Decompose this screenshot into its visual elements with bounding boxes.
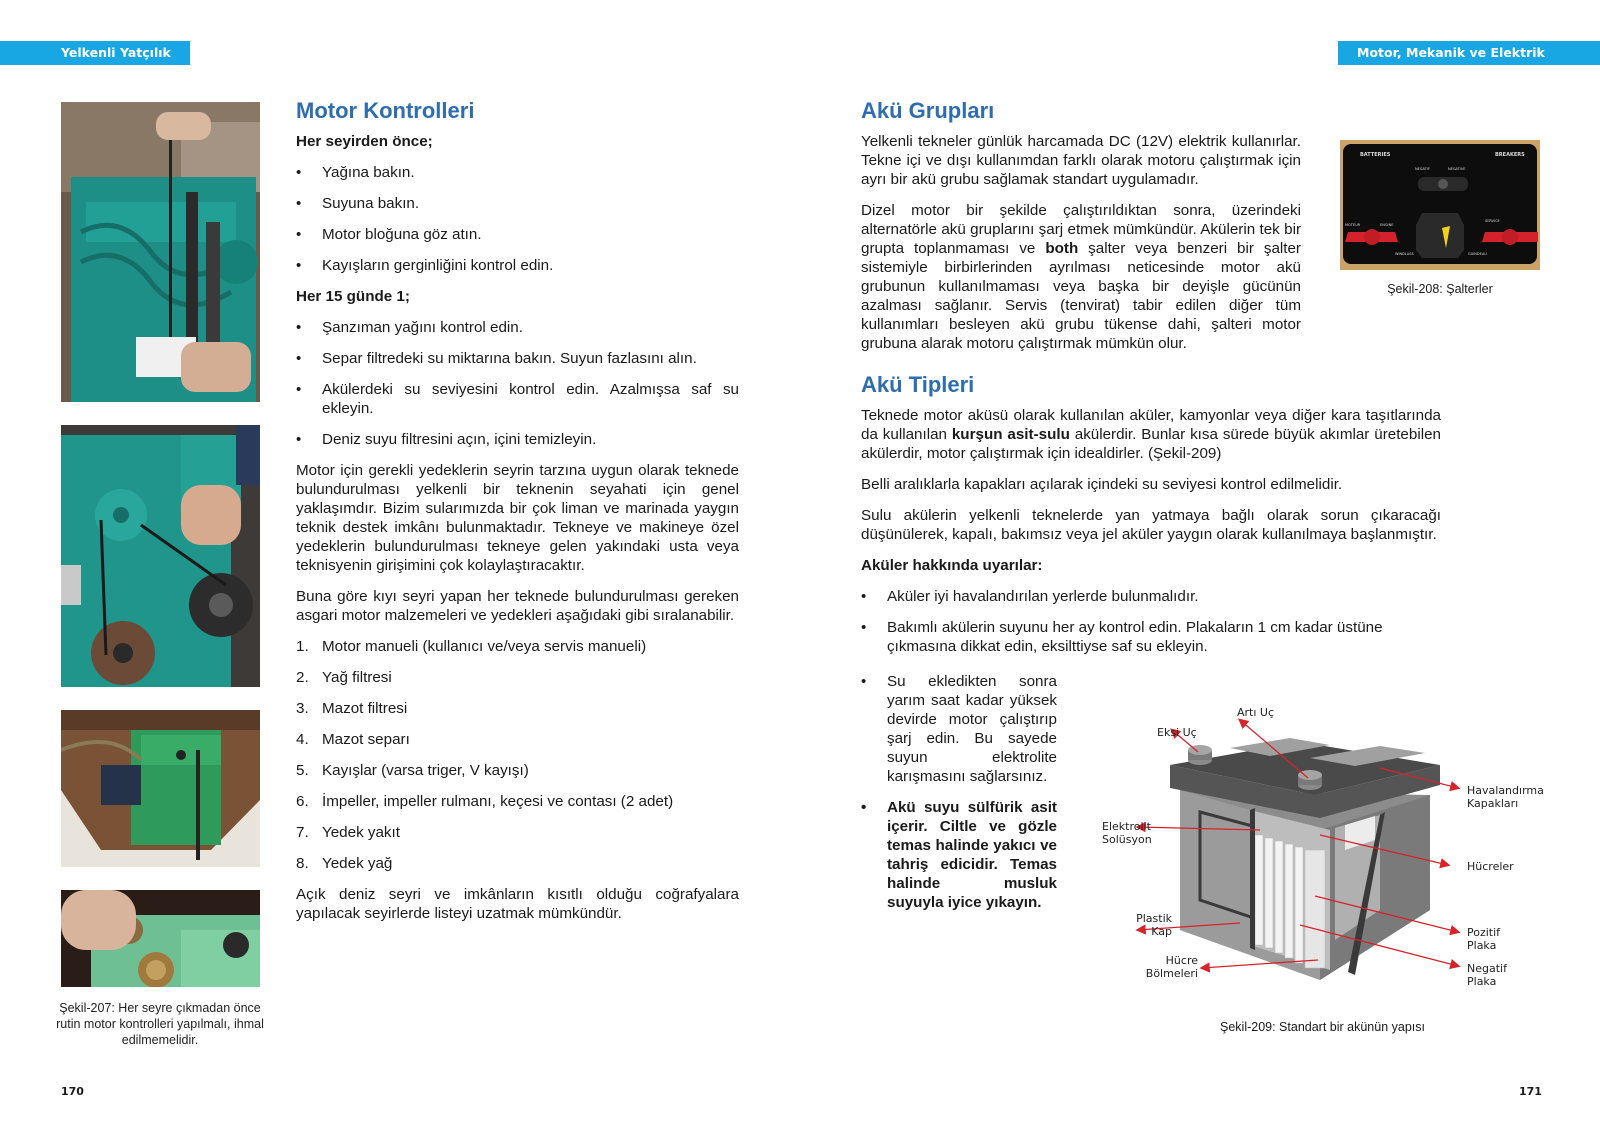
switch-label: WINDLASS bbox=[1395, 252, 1414, 256]
spares-list bbox=[296, 637, 739, 873]
list-item bbox=[296, 699, 739, 718]
item-number: 4. bbox=[296, 731, 309, 748]
item-number: 7. bbox=[296, 824, 309, 841]
label-negative-plate bbox=[1467, 962, 1507, 988]
item-text: Kayışlar (varsa triger, V kayışı) bbox=[322, 762, 529, 779]
engine-dipstick-photo bbox=[61, 102, 260, 402]
label-line: Elektrolit bbox=[1102, 820, 1151, 833]
list-item: • Separ filtredeki su miktarına bakın. Suyun fazlasını alın. bbox=[296, 349, 739, 368]
label-cells: Hücreler bbox=[1467, 860, 1514, 873]
text-run: akülerdir. Bunlar kısa sürede büyük akımlar üretebilen akülerdir, motor çalıştırmak için idealdirler. (Şekil-209) bbox=[861, 426, 1441, 462]
page-number-left: 170 bbox=[61, 1085, 84, 1098]
label-positive-plate bbox=[1467, 926, 1500, 952]
figure-207-caption: Şekil-207: Her seyre çıkmadan önce rutin motor kontrolleri yapılmalı, ihmal edilmemelidir. bbox=[56, 1001, 264, 1047]
list-item bbox=[296, 823, 739, 842]
paragraph: Belli aralıklarla kapakları açılarak içindeki su seviyesi kontrol edilmelidir. bbox=[861, 476, 1343, 493]
switch-label: ENGINE bbox=[1380, 223, 1394, 227]
item-text: İmpeller, impeller rulmanı, keçesi ve contası (2 adet) bbox=[322, 793, 674, 810]
label-cell-dividers bbox=[1136, 954, 1198, 980]
engine-belt-photo bbox=[61, 425, 260, 687]
switch-label: BATTERIES bbox=[1360, 152, 1391, 158]
label-line: Kapakları bbox=[1467, 797, 1519, 810]
subheading-before-each: Her seyirden önce; bbox=[296, 133, 433, 150]
switch-label: BREAKERS bbox=[1495, 152, 1525, 158]
label-line: Negatif bbox=[1467, 962, 1507, 975]
switch-label: NEGATIVE bbox=[1448, 167, 1466, 171]
label-line: Plaka bbox=[1467, 939, 1497, 952]
item-number: 5. bbox=[296, 762, 309, 779]
list-item bbox=[296, 668, 739, 687]
list-item: • Suyuna bakın. bbox=[296, 194, 739, 213]
battery-groups-section bbox=[861, 98, 1301, 365]
label-line: Plaka bbox=[1467, 975, 1497, 988]
bold-term: both bbox=[1045, 240, 1079, 257]
page-number-right: 171 bbox=[1519, 1085, 1542, 1098]
label-line: Havalandırma bbox=[1467, 784, 1544, 797]
item-number: 6. bbox=[296, 793, 309, 810]
warnings-list bbox=[861, 587, 1441, 656]
text-run: Dizel motor bir şekilde çalıştırıldıktan sonra, üzerindeki alternatörle akü gruplarını şarj etmek mümkündür. Akülerin tek bir grupta toplanmaması ve bbox=[861, 202, 1301, 257]
warnings-narrow-column bbox=[861, 672, 1057, 924]
section-title: Motor Kontrolleri bbox=[296, 98, 475, 123]
list-item bbox=[296, 792, 739, 811]
switch-label: NEGATIF bbox=[1415, 167, 1430, 171]
list-item: • Deniz suyu filtresini açın, içini temizleyin. bbox=[296, 430, 739, 449]
paragraph: Yelkenli tekneler günlük harcamada DC (12V) elektrik kullanırlar. Tekne içi ve dışı kullanımdan farklı olarak motoru çalıştırmak için ayrı bir akü grubu sağlamak standart uygulamadır. bbox=[861, 133, 1301, 188]
switch-label: GUINDEAU bbox=[1468, 252, 1487, 256]
list-item bbox=[296, 854, 739, 873]
label-line: Hücre bbox=[1165, 954, 1198, 967]
label-line: Bölmeleri bbox=[1145, 967, 1198, 980]
paragraph bbox=[861, 201, 1301, 353]
battery-types-section bbox=[861, 372, 1441, 668]
paragraph: Buna göre kıyı seyri yapan her teknede bulundurulması gereken asgari motor malzemeleri ve yedekleri aşağıdaki gibi sıralanabilir. bbox=[296, 588, 739, 624]
coolant-cap-photo bbox=[61, 890, 260, 987]
list-item: • Motor bloğuna göz atın. bbox=[296, 225, 739, 244]
switch-label: SERVICE bbox=[1485, 219, 1500, 223]
text-run: Teknede motor aküsü olarak kullanılan aküler, kamyonlar veya diğer kara taşıtlarında da kullanılan bbox=[861, 407, 1441, 443]
list-item: • Kayışların gerginliğini kontrol edin. bbox=[296, 256, 739, 275]
list-item: • Su ekledikten sonra yarım saat kadar yüksek devirde motor çalıştırıp şarj edin. Bu sayede suyun elektrolite karışmasını sağlarsınız. bbox=[861, 672, 1057, 786]
section-title: Akü Tipleri bbox=[861, 372, 975, 397]
subheading-every-15-days: Her 15 günde 1; bbox=[296, 288, 410, 305]
item-text: Yedek yakıt bbox=[322, 824, 400, 841]
warnings-heading: Aküler hakkında uyarılar: bbox=[861, 557, 1043, 574]
item-text: Mazot filtresi bbox=[322, 700, 408, 717]
label-plastic-case bbox=[1116, 912, 1172, 938]
label-electrolyte bbox=[1102, 820, 1152, 846]
motor-controls-section bbox=[296, 98, 739, 935]
before-each-list bbox=[296, 163, 739, 275]
switch-label: MOTEUR bbox=[1345, 223, 1361, 227]
list-item: • Şanzıman yağını kontrol edin. bbox=[296, 318, 739, 337]
item-number: 2. bbox=[296, 669, 309, 686]
item-text: Motor manueli (kullanıcı ve/veya servis manueli) bbox=[322, 638, 647, 655]
every-15-days-list bbox=[296, 318, 739, 449]
list-item bbox=[296, 761, 739, 780]
item-text: Yağ filtresi bbox=[322, 669, 392, 686]
figure-208-caption: Şekil-208: Şalterler bbox=[1387, 282, 1493, 296]
section-title: Akü Grupları bbox=[861, 98, 995, 123]
paragraph: Açık deniz seyri ve imkânların kısıtlı olduğu coğrafyalara yapılacak seyirlerde listeyi uzatmak mümkündür. bbox=[296, 886, 739, 922]
section-header-right: Motor, Mekanik ve Elektrik bbox=[1338, 41, 1600, 65]
section-header-left: Yelkenli Yatçılık bbox=[0, 41, 190, 65]
label-negative-terminal: Eksi Uç bbox=[1157, 726, 1197, 739]
bold-term: kurşun asit-sulu bbox=[951, 426, 1070, 443]
item-number: 8. bbox=[296, 855, 309, 872]
item-number: 3. bbox=[296, 700, 309, 717]
paragraph: Motor için gerekli yedeklerin seyrin tarzına uygun olarak teknede bulundurulması yelkenli bir teknenin seyahati için genel yaklaşımdır. Bizim sularımızda bir çok liman ve marinada yaygın teknik destek imkânı bulunmaktadır. Tekneye ve makineye özel yedeklerin bulundurulması tekneye gelen yakındaki usta veya teknisyenin girişimini çok kolaylaştıracaktır. bbox=[296, 462, 739, 574]
label-positive-terminal: Artı Uç bbox=[1237, 706, 1275, 719]
text-run: şalter veya benzeri bir şalter sistemiyle birbirlerinden ayrılması neticesinde motor akü grubunun kullanılmaması veya başka bir deyişle gücünün azalması sağlanır. Servis (tenvirat) tabir edilen diğer tüm kullanımları besleyen akü grubu tükense dahi, şalteri motor grubuna alarak motoru çalıştırmak mümkün olur. bbox=[861, 240, 1301, 352]
paragraph: Sulu akülerin yelkenli teknelerde yan yatmaya bağlı olarak sorun çıkaracağı düşünülerek, kapalı, bakımsız veya jel aküler yaygın olarak kullanılmaya başlanmıştır. bbox=[861, 507, 1441, 543]
list-item: • Akülerdeki su seviyesini kontrol edin. Azalmışsa saf su ekleyin. bbox=[296, 380, 739, 418]
battery-structure-diagram bbox=[1080, 700, 1580, 1020]
item-text: Yedek yağ bbox=[322, 855, 393, 872]
item-text: Mazot separı bbox=[322, 731, 410, 748]
label-vent-caps bbox=[1467, 784, 1544, 810]
engine-bay-photo bbox=[61, 710, 260, 867]
paragraph bbox=[861, 406, 1441, 463]
label-line: Solüsyon bbox=[1102, 833, 1152, 846]
list-item: • Bakımlı akülerin suyunu her ay kontrol edin. Plakaların 1 cm kadar üstüne çıkmasına dikkat edin, eksilttiyse saf su ekleyin. bbox=[861, 618, 1441, 656]
label-line: Plastik bbox=[1136, 912, 1172, 925]
list-item: • Aküler iyi havalandırılan yerlerde bulunmalıdır. bbox=[861, 587, 1441, 606]
item-number: 1. bbox=[296, 638, 309, 655]
battery-switch-panel-photo bbox=[1340, 140, 1540, 270]
label-line: Pozitif bbox=[1467, 926, 1501, 939]
list-item: • Yağına bakın. bbox=[296, 163, 739, 182]
figure-209-caption: Şekil-209: Standart bir akünün yapısı bbox=[1220, 1020, 1425, 1034]
label-line: Kap bbox=[1151, 925, 1172, 938]
list-item bbox=[296, 637, 739, 656]
list-item bbox=[296, 730, 739, 749]
acid-warning-item: • Akü suyu sülfürik asit içerir. Ciltle ve gözle temas halinde yakıcı ve tahriş edicidir. Temas halinde musluk suyuyla iyice yıkayın. bbox=[861, 798, 1057, 912]
